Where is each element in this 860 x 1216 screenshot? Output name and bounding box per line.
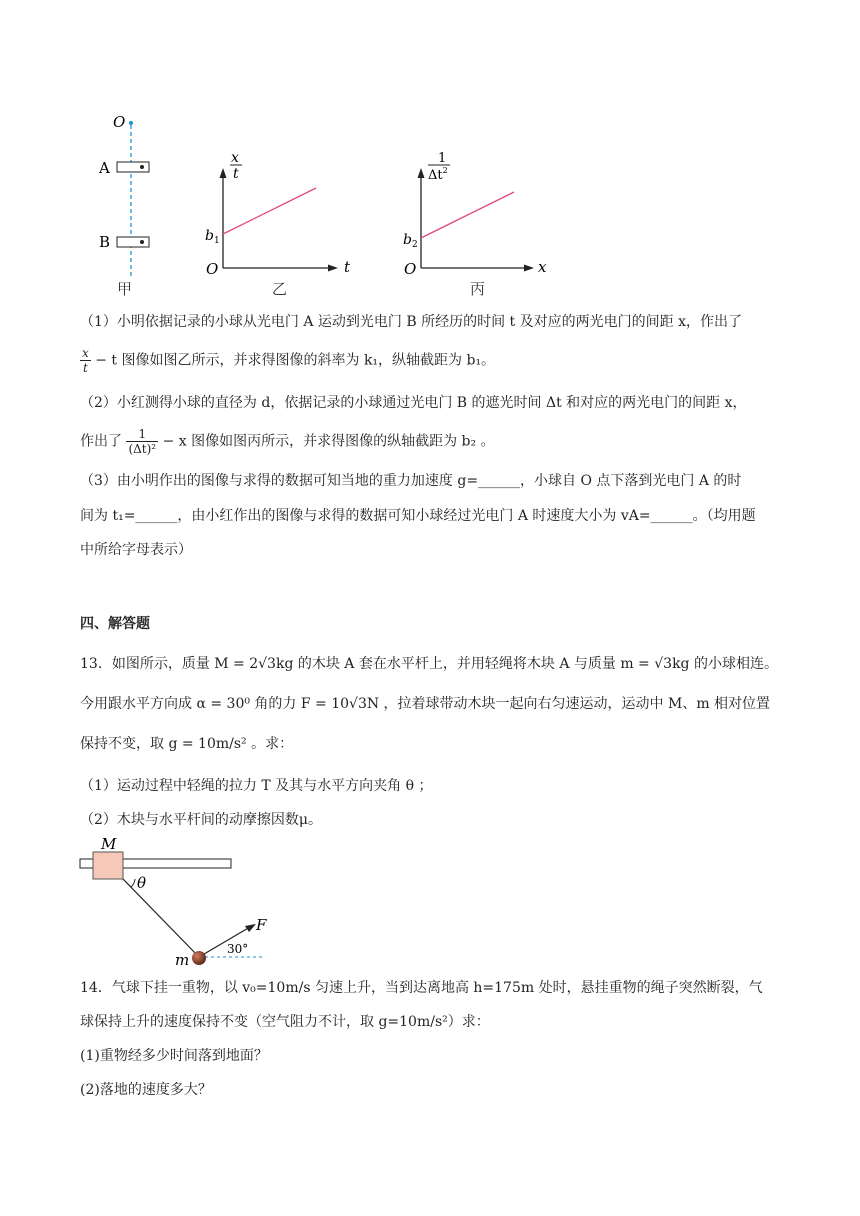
block-m-label: M bbox=[101, 836, 117, 853]
gate-a-label: A bbox=[99, 159, 110, 177]
force-label: F bbox=[256, 916, 267, 934]
ball-m-label: m bbox=[175, 951, 190, 969]
q14-sub1: (1)重物经多少时间落到地面？ bbox=[80, 1048, 268, 1064]
yi-xlabel: t bbox=[344, 258, 351, 276]
figure-q13 bbox=[75, 836, 295, 972]
q12-part1-line2: $\frac{x}{t}$ − t 图像如图乙所示，并求得图像的斜率为 k₁，纵轴截距为 b₁。 bbox=[82, 346, 496, 375]
figure-jia bbox=[95, 110, 165, 300]
gate-b-label: B bbox=[99, 233, 111, 251]
q12-part2-line1: （2）小红测得小球的直径为 d，依据记录的小球通过光电门 B 的遮光时间 Δt 和对应的两光电门的间距 x， bbox=[80, 395, 747, 411]
bing-xlabel: x bbox=[538, 258, 547, 276]
bing-origin-label: O bbox=[404, 260, 417, 278]
q12-part2-line2: 作出了 $\frac{1}{\text{(Δt)²}}$ − x 图像如图丙所示，并求得图像的纵轴截距为 b₂ 。 bbox=[80, 427, 495, 456]
point-o-dot bbox=[129, 121, 133, 125]
yi-ylabel-num: x bbox=[231, 150, 239, 166]
rope-line bbox=[123, 879, 199, 957]
q13-sub2: （2）木块与水平杆间的动摩擦因数μ。 bbox=[80, 812, 323, 828]
force-arrowhead bbox=[245, 924, 256, 932]
yi-origin-label: O bbox=[206, 260, 219, 278]
gate-a bbox=[117, 162, 149, 172]
q13-line1: 13．如图所示，质量 M = 2√3kg 的木块 A 套在水平杆上，并用轻绳将木块 A 与质量 m = √3kg 的小球相连。 bbox=[80, 656, 778, 672]
bing-ylabel-den: $\Delta t^2$ bbox=[428, 166, 448, 183]
yi-ylabel-den: t bbox=[233, 166, 239, 182]
q12-part3-line2: 间为 t₁=______，由小红作出的图像与求得的数据可知小球经过光电门 A 时速度大小为 vA=______。（均用题 bbox=[80, 508, 756, 524]
figure-yi bbox=[200, 148, 370, 298]
yi-intercept-label: $b_1$ bbox=[205, 228, 220, 246]
q13-line2: 今用跟水平方向成 α = 30⁰ 角的力 F = 10√3N ，拉着球带动木块一起向右匀速运动，运动中 M、m 相对位置 bbox=[80, 696, 771, 712]
theta-arc bbox=[131, 879, 135, 887]
figure-yi-caption: 乙 bbox=[272, 280, 288, 298]
gate-b bbox=[117, 237, 149, 247]
q13-line3: 保持不变，取 g = 10m/s² 。求： bbox=[80, 736, 294, 752]
q14-line2: 球保持上升的速度保持不变（空气阻力不计，取 g=10m/s²）求： bbox=[80, 1014, 490, 1030]
q12-frac-1-over-dt2: $\frac{1}{\text{(Δt)²}}$ bbox=[128, 427, 157, 456]
block-m bbox=[93, 852, 123, 879]
figure-jia-caption: 甲 bbox=[117, 280, 133, 298]
gate-a-dot bbox=[140, 165, 144, 169]
figure-bing-caption: 丙 bbox=[470, 280, 486, 298]
point-o-label: O bbox=[113, 113, 126, 131]
figure-bing bbox=[398, 148, 568, 298]
yi-data-line bbox=[223, 188, 316, 234]
q12-part3-line3: 中所给字母表示） bbox=[80, 542, 192, 558]
gate-b-dot bbox=[140, 240, 144, 244]
q14-line1: 14．气球下挂一重物，以 v₀=10m/s 匀速上升，当到达离地高 h=175m 处时，悬挂重物的绳子突然断裂，气 bbox=[80, 980, 763, 996]
bing-ylabel-num: 1 bbox=[438, 151, 447, 166]
q13-sub1: （1）运动过程中轻绳的拉力 T 及其与水平方向夹角 θ ； bbox=[80, 778, 433, 794]
ball-m bbox=[192, 951, 206, 965]
q12-frac-x-over-t: $\frac{x}{t}$ bbox=[82, 346, 89, 375]
section-heading: 四、解答题 bbox=[80, 616, 150, 632]
theta-label: θ bbox=[137, 874, 147, 892]
bing-data-line bbox=[421, 192, 514, 238]
angle-label: 30° bbox=[227, 942, 249, 956]
q12-part1-line1: （1）小明依据记录的小球从光电门 A 运动到光电门 B 所经历的时间 t 及对应的两光电门的间距 x，作出了 bbox=[80, 314, 742, 330]
bing-intercept-label: $b_2$ bbox=[403, 232, 418, 250]
q12-part3-line1: （3）由小明作出的图像与求得的数据可知当地的重力加速度 g=______，小球自 O 点下落到光电门 A 的时 bbox=[80, 473, 742, 489]
q14-sub2: (2)落地的速度多大？ bbox=[80, 1082, 212, 1098]
